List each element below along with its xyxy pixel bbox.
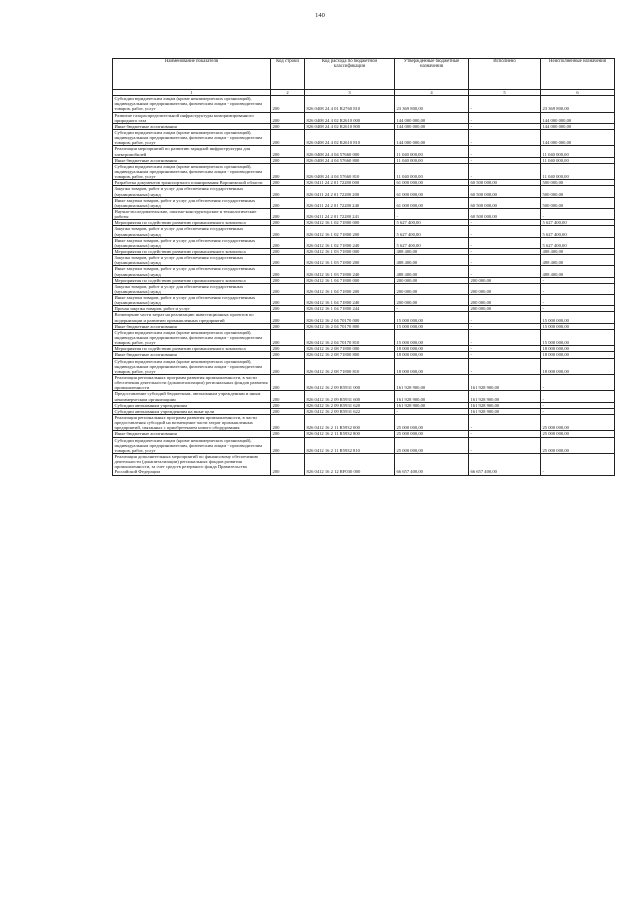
row-expense-code: 826 0412 16 1 04 71800 200 [305,283,395,294]
row-name: Мероприятия по содействию развитию промышленного комплекса [113,248,271,254]
row-unexecuted: - [541,306,615,312]
row-expense-code: 826 0408 24 4 04 57660 810 [305,163,395,179]
row-executed: - [469,163,541,179]
table-row [113,226,615,237]
row-line-code: 200 [271,352,305,358]
row-approved: 144 000 000,00 [395,112,469,123]
row-executed: - [469,266,541,277]
budget-execution-table [112,58,615,476]
row-name: Возмещение части затрат на реализацию инвестиционных проектов по модернизации и развитию промышленных предприятий [113,312,271,323]
row-name: Иные закупки товаров, работ и услуг для обеспечения государственных (муниципальных) нужд [113,295,271,306]
row-name: Субсидии юридическим лицам (кроме некоммерческих организаций), индивидуальным предпринимателям, физическим лицам - производителям товаров, работ, услуг [113,358,271,374]
row-unexecuted: 11 040 000,00 [541,157,615,163]
row-line-code: 200 [271,391,305,402]
row-approved: 11 040 000,00 [395,163,469,179]
row-approved: 23 369 800,00 [395,96,469,112]
row-name: Прочая закупка товаров, работ и услуг [113,306,271,312]
row-approved: 25 000 000,00 [395,415,469,431]
row-name: Иные бюджетные ассигнования [113,352,271,358]
row-approved: 5 627 400,00 [395,226,469,237]
row-line-code: 200 [271,454,305,476]
row-expense-code: 826 0411 24 2 01 72280 000 [305,180,395,186]
row-approved: 200 000,00 [395,283,469,294]
row-approved: 488 400,00 [395,248,469,254]
row-line-code: 200 [271,255,305,266]
table-row [113,283,615,294]
table-row [113,112,615,123]
row-executed: - [469,323,541,329]
row-expense-code: 826 0412 16 1 02 71800 000 [305,220,395,226]
row-name: Иные бюджетные ассигнования [113,323,271,329]
row-name: Закупка товаров, работ и услуг для обеспечения государственных (муниципальных) нужд [113,255,271,266]
row-executed: - [469,220,541,226]
row-expense-code: 826 0412 16 1 04 71800 244 [305,306,395,312]
row-unexecuted: - [541,208,615,219]
row-executed: - [469,226,541,237]
row-line-code: 200 [271,180,305,186]
row-executed: 66 657 400,00 [469,454,541,476]
row-name: Закупка товаров, работ и услуг для обеспечения государственных (муниципальных) нужд [113,283,271,294]
row-executed: - [469,329,541,345]
row-executed: - [469,431,541,437]
row-executed: 161 928 900,00 [469,408,541,414]
row-line-code: 200 [271,408,305,414]
row-unexecuted: - [541,391,615,402]
table-row [113,237,615,248]
row-unexecuted: - [541,454,615,476]
row-unexecuted: - [541,283,615,294]
row-unexecuted: 18 000 000,00 [541,352,615,358]
row-approved: 66 657 400,00 [395,454,469,476]
row-approved: 15 000 000,00 [395,329,469,345]
row-approved: 18 000 000,00 [395,358,469,374]
row-executed: 60 500 000,00 [469,186,541,197]
row-executed: 200 000,00 [469,306,541,312]
row-unexecuted: 488 400,00 [541,266,615,277]
row-approved: 18 000 000,00 [395,352,469,358]
row-line-code: 200 [271,96,305,112]
row-unexecuted: 488 400,00 [541,255,615,266]
row-approved: 18 000 000,00 [395,346,469,352]
row-executed: 60 500 000,00 [469,197,541,208]
table-row [113,312,615,323]
row-unexecuted: - [541,295,615,306]
row-approved: 61 000 000,00 [395,197,469,208]
table-row [113,197,615,208]
row-name: Иные закупки товаров, работ и услуг для обеспечения государственных (муниципальных) нужд [113,237,271,248]
row-approved: 144 000 000,00 [395,129,469,145]
row-unexecuted: 11 040 000,00 [541,163,615,179]
row-approved: 488 400,00 [395,266,469,277]
header-expense-code: Код расхода по бюджетной классификации [305,59,395,90]
row-approved: 161 928 900,00 [395,391,469,402]
row-approved: 25 000 000,00 [395,437,469,453]
row-name: Субсидии юридическим лицам (кроме некоммерческих организаций), индивидуальным предпринимателям, физическим лицам - производителям товаров, работ, услуг [113,437,271,453]
row-approved: 61 000 000,00 [395,186,469,197]
row-unexecuted: 23 369 800,00 [541,96,615,112]
row-approved: 25 000 000,00 [395,431,469,437]
row-unexecuted: 5 627 400,00 [541,226,615,237]
column-number: 3 [305,90,395,96]
table-row [113,329,615,345]
row-line-code: 200 [271,437,305,453]
row-unexecuted: 5 627 400,00 [541,237,615,248]
row-name: Иные бюджетные ассигнования [113,431,271,437]
row-unexecuted: 25 000 000,00 [541,437,615,453]
row-unexecuted: 18 000 000,00 [541,346,615,352]
row-expense-code: 826 0408 24 4 02 R2610 800 [305,123,395,129]
row-unexecuted: 500 000,00 [541,180,615,186]
row-name: Реализация мероприятий по развитию зарядной инфраструктуры для электромобилей [113,146,271,157]
row-expense-code: 826 0412 16 2 08 71800 000 [305,346,395,352]
table-row [113,186,615,197]
table-row [113,96,615,112]
row-executed: - [469,248,541,254]
row-executed: - [469,358,541,374]
row-approved: 15 000 000,00 [395,312,469,323]
row-unexecuted: 500 000,00 [541,186,615,197]
row-unexecuted: 488 400,00 [541,248,615,254]
row-line-code: 200 [271,329,305,345]
row-unexecuted: - [541,277,615,283]
row-unexecuted: 18 000 000,00 [541,358,615,374]
row-line-code: 200 [271,415,305,431]
row-line-code: 200 [271,248,305,254]
row-expense-code: 826 0411 24 2 01 72280 200 [305,186,395,197]
row-expense-code: 826 0412 16 2 04 70170 800 [305,323,395,329]
row-unexecuted: 144 000 000,00 [541,123,615,129]
table-row [113,391,615,402]
row-name: Закупка товаров, работ и услуг для обеспечения государственных (муниципальных) нужд [113,186,271,197]
row-name: Мероприятия по содействию развитию промышленного комплекса [113,220,271,226]
column-number: 2 [271,90,305,96]
row-approved: 15 000 000,00 [395,323,469,329]
row-executed: 200 000,00 [469,295,541,306]
row-unexecuted: - [541,375,615,391]
table-row [113,255,615,266]
row-expense-code: 826 0408 24 4 01 R2760 810 [305,96,395,112]
row-approved: 200 000,00 [395,295,469,306]
row-line-code: 200 [271,208,305,219]
row-line-code: 200 [271,283,305,294]
row-unexecuted: 15 000 000,00 [541,312,615,323]
row-approved: - [395,408,469,414]
row-line-code: 200 [271,157,305,163]
table-header-row [113,59,615,90]
row-executed: 200 000,00 [469,277,541,283]
row-line-code: 200 [271,123,305,129]
row-name: Развитие газораспределительной инфраструктуры компримированного природного газа [113,112,271,123]
row-line-code: 200 [271,306,305,312]
table-row [113,266,615,277]
row-approved: - [395,208,469,219]
row-executed: 161 928 900,00 [469,391,541,402]
row-expense-code: 826 0412 16 2 09 R5931 620 [305,402,395,408]
row-executed: - [469,146,541,157]
row-unexecuted: 144 000 000,00 [541,112,615,123]
column-number: 5 [469,90,541,96]
row-expense-code: 826 0412 16 1 02 71800 200 [305,226,395,237]
table-row [113,208,615,219]
row-name: Иные закупки товаров, работ и услуг для обеспечения государственных (муниципальных) нужд [113,266,271,277]
row-line-code: 200 [271,163,305,179]
row-expense-code: 826 0412 16 1 03 71800 240 [305,266,395,277]
row-executed: 60 500 000,00 [469,208,541,219]
row-executed: 161 928 900,00 [469,375,541,391]
row-name: Закупка товаров, работ и услуг для обеспечения государственных (муниципальных) нужд [113,226,271,237]
table-row [113,163,615,179]
row-approved: 161 928 900,00 [395,402,469,408]
table-row [113,415,615,431]
row-name: Иные бюджетные ассигнования [113,157,271,163]
row-line-code: 200 [271,266,305,277]
header-executed: Исполнено [469,59,541,90]
row-line-code: 200 [271,186,305,197]
row-unexecuted: 11 040 000,00 [541,146,615,157]
table-row [113,375,615,391]
row-line-code: 200 [271,146,305,157]
row-expense-code: 826 0412 16 2 08 71800 800 [305,352,395,358]
row-expense-code: 826 0412 16 1 04 71800 240 [305,295,395,306]
row-line-code: 200 [271,220,305,226]
row-unexecuted: 5 627 400,00 [541,220,615,226]
row-unexecuted: 25 000 000,00 [541,415,615,431]
row-executed: 60 500 000,00 [469,180,541,186]
row-name: Научно-исследовательские, опытно-конструкторские и технологические работы [113,208,271,219]
row-unexecuted: 15 000 000,00 [541,329,615,345]
row-line-code: 200 [271,402,305,408]
row-unexecuted: 15 000 000,00 [541,323,615,329]
row-approved: 144 000 000,00 [395,123,469,129]
row-expense-code: 826 0412 16 2 04 70170 000 [305,312,395,323]
row-expense-code: 826 0411 24 2 01 72280 241 [305,208,395,219]
row-executed: - [469,255,541,266]
row-expense-code: 826 0408 24 4 02 R2610 000 [305,112,395,123]
row-line-code: 200 [271,277,305,283]
row-executed: 161 928 900,00 [469,402,541,408]
row-name: Разработка документов транспортного планирования Воронежской области [113,180,271,186]
row-name: Субсидии автономным учреждениям на иные цели [113,408,271,414]
row-expense-code: 826 0412 16 1 02 71800 240 [305,237,395,248]
row-unexecuted: 144 000 000,00 [541,129,615,145]
column-number: 4 [395,90,469,96]
row-expense-code: 826 0412 16 2 11 R5932 000 [305,415,395,431]
row-name: Мероприятия по содействию развитию промышленного комплекса [113,346,271,352]
row-approved: 61 000 000,00 [395,180,469,186]
row-line-code: 200 [271,312,305,323]
row-executed: - [469,123,541,129]
row-expense-code: 826 0411 24 2 01 72280 240 [305,197,395,208]
table-row [113,146,615,157]
row-approved: 5 627 400,00 [395,220,469,226]
row-approved: 200 000,00 [395,277,469,283]
table-row [113,358,615,374]
row-executed: - [469,312,541,323]
row-expense-code: 826 0412 16 2 11 R5932 810 [305,437,395,453]
row-executed: 200 000,00 [469,283,541,294]
row-line-code: 200 [271,323,305,329]
row-line-code: 200 [271,226,305,237]
row-name: Реализация региональных программ развития промышленности, в части обеспечения деятельности (докапитализации) региональных фондов развития промышленности [113,375,271,391]
row-line-code: 200 [271,375,305,391]
row-line-code: 200 [271,358,305,374]
row-executed: - [469,157,541,163]
row-expense-code: 826 0408 24 4 04 57660 000 [305,146,395,157]
row-unexecuted: 25 000 000,00 [541,431,615,437]
row-expense-code: 826 0412 16 2 09 R5931 600 [305,391,395,402]
table-row [113,129,615,145]
row-expense-code: 826 0412 16 1 04 71800 000 [305,277,395,283]
row-name: Иные бюджетные ассигнования [113,123,271,129]
row-name: Предоставление субсидий бюджетным, автономным учреждениям и иным некоммерческим организациям [113,391,271,402]
row-expense-code: 826 0412 16 2 09 R5931 622 [305,408,395,414]
row-expense-code: 826 0408 24 4 04 57660 800 [305,157,395,163]
table-row [113,437,615,453]
row-expense-code: 826 0412 16 2 11 R5932 800 [305,431,395,437]
row-line-code: 200 [271,431,305,437]
row-executed: - [469,437,541,453]
table-row [113,454,615,476]
row-executed: - [469,96,541,112]
row-executed: - [469,352,541,358]
row-unexecuted: - [541,402,615,408]
column-number: 6 [541,90,615,96]
row-line-code: 200 [271,237,305,248]
row-executed: - [469,237,541,248]
row-executed: - [469,112,541,123]
row-approved: 5 627 400,00 [395,237,469,248]
table-row [113,295,615,306]
row-name: Субсидии юридическим лицам (кроме некоммерческих организаций), индивидуальным предпринимателям, физическим лицам - производителям товаров, работ, услуг [113,329,271,345]
row-line-code: 200 [271,346,305,352]
row-line-code: 200 [271,295,305,306]
row-executed: - [469,346,541,352]
row-approved: 161 928 900,00 [395,375,469,391]
row-approved: 11 040 000,00 [395,157,469,163]
column-number: 1 [113,90,271,96]
row-expense-code: 826 0412 16 1 03 71800 200 [305,255,395,266]
row-line-code: 200 [271,112,305,123]
row-name: Реализация региональных программ развития промышленности, в части предоставления субсидий на возмещение части затрат промышленных предприятий, связанных с приобретением нового оборудования [113,415,271,431]
row-name: Реализация дополнительных мероприятий по финансовому обеспечению деятельности (докапитализации) региональных фондов развития промышленности, за счет средств резервного фонда Правительства Российской Федерации [113,454,271,476]
page-number: 140 [315,12,325,19]
row-expense-code: 826 0412 16 2 04 70170 810 [305,329,395,345]
row-name: Субсидии автономным учреждениям [113,402,271,408]
row-approved: - [395,306,469,312]
row-unexecuted: - [541,408,615,414]
row-executed: - [469,129,541,145]
row-name: Иные закупки товаров, работ и услуг для обеспечения государственных (муниципальных) нужд [113,197,271,208]
row-name: Субсидии юридическим лицам (кроме некоммерческих организаций), индивидуальным предпринимателям, физическим лицам - производителям товаров, работ, услуг [113,163,271,179]
row-expense-code: 826 0412 16 2 12 RF030 000 [305,454,395,476]
row-expense-code: 826 0408 24 4 02 R2610 810 [305,129,395,145]
row-line-code: 200 [271,197,305,208]
row-name: Мероприятия по содействию развитию промышленного комплекса [113,277,271,283]
row-name: Субсидии юридическим лицам (кроме некоммерческих организаций), индивидуальным предпринимателям, физическим лицам - производителям товаров, работ, услуг [113,129,271,145]
row-name: Субсидии юридическим лицам (кроме некоммерческих организаций), индивидуальным предпринимателям, физическим лицам - производителям товаров, работ, услуг [113,96,271,112]
row-line-code: 200 [271,129,305,145]
header-unexecuted: Неисполненные назначения [541,59,615,90]
row-executed: - [469,415,541,431]
header-line-code: Код строки [271,59,305,90]
row-expense-code: 826 0412 16 2 08 71800 810 [305,358,395,374]
header-indicator-name: Наименование показателя [113,59,271,90]
row-expense-code: 826 0412 16 2 09 R5931 000 [305,375,395,391]
row-expense-code: 826 0412 16 1 03 71800 000 [305,248,395,254]
row-approved: 11 040 000,00 [395,146,469,157]
header-approved: Утвержденные бюджетные назначения [395,59,469,90]
row-unexecuted: 500 000,00 [541,197,615,208]
row-approved: 488 400,00 [395,255,469,266]
